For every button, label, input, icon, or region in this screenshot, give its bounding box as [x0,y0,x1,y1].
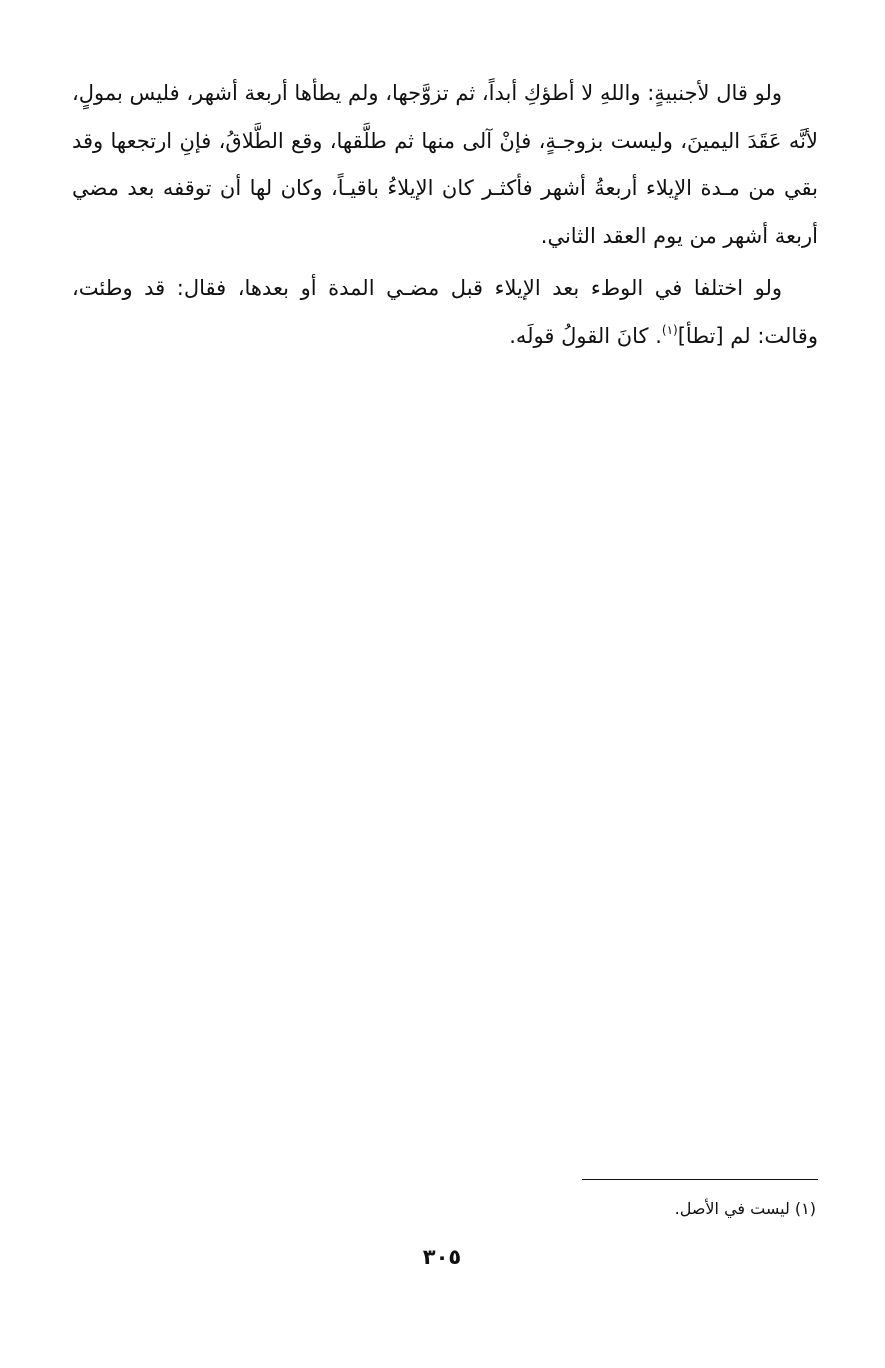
main-text [72,70,818,360]
paragraph-2-ending: . كانَ القولُ قولَه. [509,323,662,348]
paragraph-1: ولو قال لأجنبيةٍ: واللهِ لا أطؤكِ أبداً، ثم تزوَّجها، ولم يطأها أربعة أشهر، فليس بمولٍ، لأنَّه عَقَدَ اليمينَ، وليست بزوجـةٍ، فإنْ آلى منها ثم طلَّقها، وقع الطَّلاقُ، فإنِ ارتجعها وقد بقي من مـدة الإيلاء أربعةُ أشهر فأكثـر كان الإيلاءُ باقيـاً، وكان لها أن توقفه بعد مضي أربعة أشهر من يوم العقد الثاني. [72,81,818,248]
page-number: ٣٠٥ [422,1245,462,1269]
footnote: (١) ليست في الأصل. [674,1199,816,1218]
footnote-reference: (١) [661,322,678,337]
paragraph-2-text: ولو اختلفا في الوطء بعد الإيلاء قبل مضـي المدة أو بعدها، فقال: قد وطئت، وقالت: لم [تطأ] [72,276,818,348]
footnote-divider [582,1179,818,1180]
paragraph-2 [72,265,818,360]
